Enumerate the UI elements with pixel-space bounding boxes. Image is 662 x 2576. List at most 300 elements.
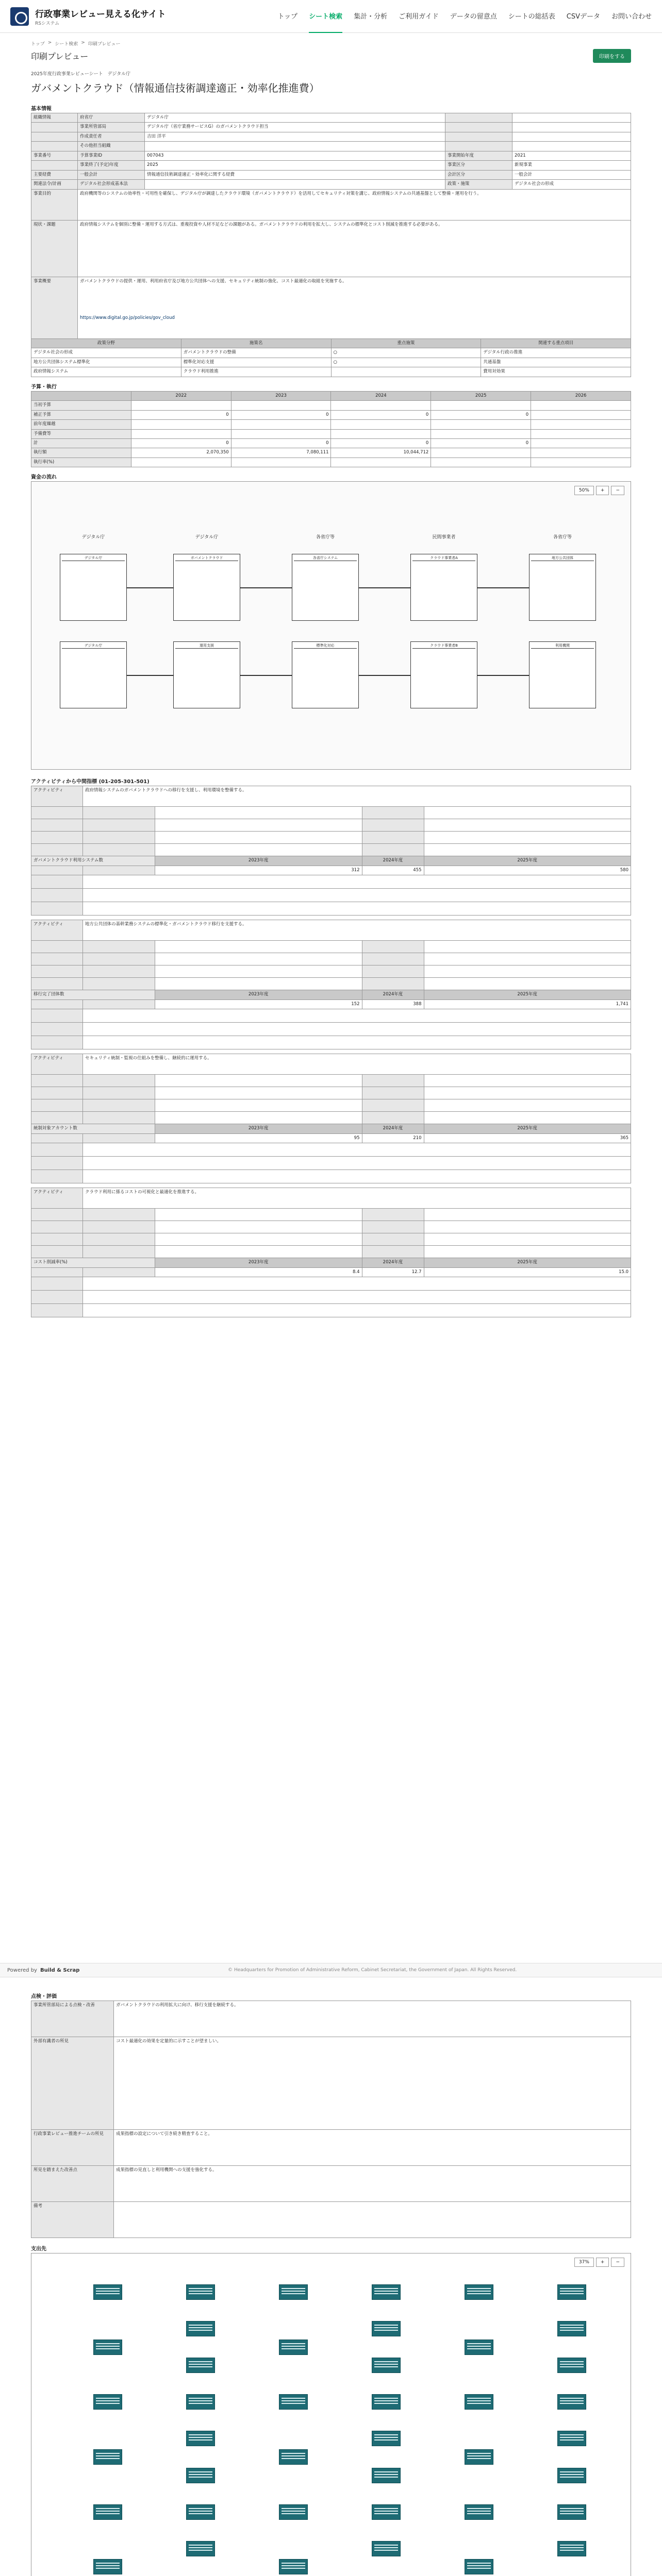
budget-header: 2026 [531,391,631,400]
activity-table [31,1054,631,1183]
page-title: 印刷プレビュー [31,52,89,61]
eval-label: 事業所管部局による点検・改善 [31,2001,114,2037]
tree-node[interactable] [93,2394,122,2410]
basic-cell: 事業番号 [31,151,78,160]
diagram-node[interactable] [173,554,240,621]
diagram-section-title: 資金の流れ [31,474,57,481]
activity-sub-label [362,1246,424,1258]
tree-node[interactable] [372,2358,401,2373]
activity-sub-value [424,1233,631,1246]
tree-node[interactable] [465,2559,493,2574]
basic-cell: 情報通信技術調達適正・効率化に関する経費 [145,170,445,179]
tree-node[interactable] [279,2340,308,2355]
basic-cell: 一般会計 [78,170,145,179]
table-row [31,457,631,467]
nav-item-0[interactable]: トップ [277,13,298,21]
table-row [31,358,631,367]
tree-node[interactable] [557,2284,586,2300]
activity-sub-label [362,807,424,819]
budget-section-title: 予算・執行 [31,384,57,390]
metric-value: 365 [424,1133,631,1143]
basic-cell: デジタル社会の形成 [512,180,631,189]
activity-sub-label [83,953,155,965]
activity-table [31,786,631,916]
tree-node[interactable] [279,2394,308,2410]
main-nav [277,0,652,33]
activity-sub-value [424,1099,631,1112]
activity-sub-value [155,807,362,819]
activity-sub-label [83,807,155,819]
metric-row-label [83,999,155,1009]
diagram-column-title: 各省庁等 [316,535,335,540]
budget-cell [131,457,231,467]
activity-sub-value [155,978,362,990]
activity-sub-label [31,875,83,889]
activity-sub-label [83,1233,155,1246]
activity-sub-label [362,978,424,990]
policy-header: 施策名 [181,338,331,348]
tree-node[interactable] [465,2394,493,2410]
basic-cell [512,113,631,123]
activity-label: アクティビティ [31,920,83,941]
diagram-node[interactable] [529,641,596,708]
table-row [31,367,631,377]
metric-row-label [31,1133,83,1143]
purpose-table [31,189,631,339]
basic-cell: 作成責任者 [78,132,145,141]
metric-year: 2025年度 [424,856,631,866]
purpose-text: 政府機関等のシステムの効率性・可用性を確保し、デジタル庁が調達したクラウド環境（ガバメントクラウド）を活用してセキュリティ対策を講じ、政府情報システムの共通基盤として整備・運用を行う。 [78,189,631,220]
activity-sub-label [31,941,83,953]
metric-row-label [31,999,83,1009]
tree-node[interactable] [93,2340,122,2355]
metric-year: 2024年度 [362,990,424,999]
content-text: ガバメントクラウドの提供・運用、利用府省庁及び地方公共団体への支援、セキュリティ統制の強化、コスト最適化の取組を実施する。 [80,278,347,284]
activity-sub-label [31,1023,83,1036]
flow-arrow-icon [240,587,292,588]
budget-cell [531,438,631,448]
activity-sub-value [83,1277,631,1291]
flow-arrow-icon [477,587,529,588]
tree-node[interactable] [557,2541,586,2556]
table-row [31,438,631,448]
flow-arrow-icon [359,675,410,676]
tree-node[interactable] [93,2559,122,2574]
budget-cell: 0 [431,438,531,448]
basic-cell [512,132,631,141]
metric-value: 580 [424,866,631,875]
tree-zoom-level: 37% [574,2258,594,2267]
activity-sub-value [83,1023,631,1036]
tree-node[interactable] [186,2284,215,2300]
site-title[interactable]: 行政事業レビュー見える化サイト [35,9,166,20]
budget-cell [231,401,331,410]
basic-cell [145,180,445,189]
activity-sub-value [155,832,362,844]
diagram-node[interactable] [529,554,596,621]
activity-sub-value [83,1304,631,1317]
policy-cell: 地方公共団体システム標準化 [31,358,181,367]
diagram-node[interactable] [60,554,127,621]
tree-node[interactable] [372,2284,401,2300]
tree-node[interactable] [372,2504,401,2520]
breadcrumb-sep-icon: > [81,40,85,45]
purpose-label: 事業目的 [31,189,78,220]
budget-cell: 0 [431,410,531,419]
basic-cell [31,161,78,170]
activity-sub-label [83,819,155,832]
budget-cell [531,429,631,438]
metric-row-label [31,866,83,875]
policy-cell: ガバメントクラウドの整備 [181,348,331,358]
metric-year: 2024年度 [362,856,424,866]
activity-sub-label [83,844,155,856]
metric-value: 1,741 [424,999,631,1009]
activity-sub-value [83,889,631,902]
diagram-column-title: デジタル庁 [81,535,105,540]
diagram-node[interactable] [173,641,240,708]
policy-cell: 費用対効果 [481,367,631,377]
activity-label: アクティビティ [31,1188,83,1209]
eval-text: ガバメントクラウドの利用拡大に向け、移行支援を継続する。 [114,2001,631,2037]
table-row [31,429,631,438]
activity-sub-label [83,1075,155,1087]
activity-sub-label [31,953,83,965]
metric-value: 15.0 [424,1267,631,1277]
site-subtitle: RSシステム [35,21,60,26]
powered-by: Powered by [7,1967,37,1973]
activity-sub-value [155,941,362,953]
tree-node[interactable] [186,2431,215,2446]
zoom-level: 50% [574,486,594,495]
tree-node[interactable] [93,2504,122,2520]
activity-sub-value [424,978,631,990]
basic-cell: その他担当組織 [78,142,145,151]
activity-sub-label [83,1087,155,1099]
builder-brand[interactable]: Build & Scrap [40,1967,80,1973]
tree-node[interactable] [557,2394,586,2410]
budget-cell [431,429,531,438]
basic-cell: 吉田 洋平 [145,132,445,141]
eval-label: 備考 [31,2202,114,2238]
table-row [31,2037,631,2130]
budget-cell: 前年度繰越 [31,420,131,429]
activity-sub-label [362,941,424,953]
basic-cell: 会計区分 [445,170,512,179]
table-row [31,2130,631,2166]
basic-cell [31,142,78,151]
activity-sub-label [31,1233,83,1246]
metric-value: 12.7 [362,1267,424,1277]
policy-cell: デジタル行政の推進 [481,348,631,358]
activity-sub-label [31,1087,83,1099]
tree-node[interactable] [372,2321,401,2336]
breadcrumb-item[interactable]: トップ [31,42,45,47]
metric-value: 95 [155,1133,362,1143]
activity-sub-value [155,965,362,978]
activity-sub-label [362,1087,424,1099]
budget-cell: 0 [131,438,231,448]
basic-cell [445,113,512,123]
print-button[interactable]: 印刷をする [593,49,631,63]
basic-cell [512,123,631,132]
metric-label: コスト削減率(%) [31,1258,155,1267]
tree-node[interactable] [465,2449,493,2465]
diagram-node-title: 標準化対応 [294,643,357,649]
activity-sub-value [155,953,362,965]
table-row [31,410,631,419]
budget-cell [531,410,631,419]
activity-sub-label [31,1209,83,1221]
tree-node[interactable] [186,2358,215,2373]
table-row [31,420,631,429]
budget-cell [231,457,331,467]
tree-zoom-controls [574,2258,624,2267]
eval-text: 成果指標の見直しと利用機関への支援を強化する。 [114,2166,631,2202]
budget-cell [431,457,531,467]
policy-table [31,338,631,377]
tree-node[interactable] [279,2504,308,2520]
flow-arrow-icon [127,675,173,676]
spending-tree-diagram[interactable] [31,2253,631,2576]
budget-header [31,391,131,400]
activity-sub-label [31,1075,83,1087]
tree-zoom-in-button[interactable]: + [596,2258,609,2267]
activity-sub-label [83,1246,155,1258]
tree-node[interactable] [372,2541,401,2556]
activity-sub-label [31,965,83,978]
tree-node[interactable] [186,2541,215,2556]
basic-cell: デジタル社会形成基本法 [78,180,145,189]
activity-sub-value [83,902,631,916]
tree-node[interactable] [93,2449,122,2465]
breadcrumb-sep-icon: > [47,40,52,45]
diagram-node-title: 利用機関 [531,643,594,649]
activity-sub-label [31,1009,83,1023]
tree-node[interactable] [465,2340,493,2355]
policy-header: 関連する重点項目 [481,338,631,348]
activity-sub-label [362,1221,424,1233]
eval-text: 成果指標の設定について引き続き精査すること。 [114,2130,631,2166]
basic-cell: 組織情報 [31,113,78,123]
activity-sub-value [424,844,631,856]
tree-node[interactable] [186,2394,215,2410]
activity-sub-label [31,1277,83,1291]
budget-cell [231,429,331,438]
nav-item-7[interactable]: お問い合わせ [611,13,652,21]
budget-cell [331,457,431,467]
zoom-out-button[interactable]: − [611,486,624,495]
tree-node[interactable] [279,2284,308,2300]
activity-sub-value [424,819,631,832]
tree-node[interactable] [557,2358,586,2373]
basic-cell: 主要経費 [31,170,78,179]
budget-cell: 執行額 [31,448,131,457]
activity-sub-label [31,1221,83,1233]
budget-cell: 予備費等 [31,429,131,438]
table-row [31,348,631,358]
activity-sub-value [83,1291,631,1304]
fund-flow-diagram[interactable] [31,481,631,770]
activity-sub-label [31,844,83,856]
metric-year: 2023年度 [155,856,362,866]
activity-sub-value [83,1170,631,1183]
diagram-node-title: クラウド事業者A [412,556,475,561]
budget-cell: 10,044,712 [331,448,431,457]
flow-arrow-icon [359,587,410,588]
nav-item-4[interactable]: データの留意点 [450,13,497,21]
basic-cell: 事業開始年度 [445,151,512,160]
activity-sub-label [31,1170,83,1183]
content-label: 事業概要 [31,277,78,338]
activity-sub-value [424,965,631,978]
tree-node[interactable] [186,2321,215,2336]
budget-header: 2024 [331,391,431,400]
tree-zoom-out-button[interactable]: − [611,2258,624,2267]
activity-sub-label [31,1036,83,1049]
copyright: © Headquarters for Promotion of Administrative Reform, Cabinet Secretariat, the Government of Japan. All Rights Reserved. [228,1968,517,1973]
nav-item-2[interactable]: 集計・分析 [354,13,388,21]
table-row [31,2202,631,2238]
activity-sub-label [362,1099,424,1112]
eval-label: 外部有識者の所見 [31,2037,114,2130]
tree-node[interactable] [372,2468,401,2483]
diagram-node[interactable] [410,641,477,708]
activity-text: 地方公共団体の基幹業務システムの標準化・ガバメントクラウド移行を支援する。 [83,920,631,941]
policy-url[interactable]: https://www.digital.go.jp/policies/gov_cloud [80,315,175,321]
tree-node[interactable] [372,2394,401,2410]
activity-sub-value [83,1036,631,1049]
tree-node[interactable] [465,2284,493,2300]
basic-cell: 新規事業 [512,161,631,170]
table-row [31,401,631,410]
basic-cell: 予算事業ID [78,151,145,160]
tree-node[interactable] [186,2504,215,2520]
basic-cell: 事業終了(予定)年度 [78,161,145,170]
tree-node[interactable] [186,2468,215,2483]
activity-sub-label [31,819,83,832]
eval-table [31,2001,631,2238]
tree-node[interactable] [557,2504,586,2520]
tree-node[interactable] [557,2468,586,2483]
nav-item-1[interactable]: シート検索 [309,0,342,33]
budget-cell [131,401,231,410]
tree-section-title: 支出先 [31,2246,46,2252]
tree-node[interactable] [372,2431,401,2446]
table-row [31,2001,631,2037]
diagram-node[interactable] [60,641,127,708]
activity-sub-label [83,978,155,990]
budget-cell [131,420,231,429]
basic-cell [445,123,512,132]
basic-cell [31,132,78,141]
budget-cell [431,448,531,457]
basic-cell: 007043 [145,151,445,160]
activity-text: 政府情報システムのガバメントクラウドへの移行を支援し、利用環境を整備する。 [83,786,631,807]
nav-item-3[interactable]: ご利用ガイド [399,13,439,21]
metric-year: 2025年度 [424,990,631,999]
eval-text: コスト最適化の効果を定量的に示すことが望ましい。 [114,2037,631,2130]
diagram-node[interactable] [292,641,359,708]
diagram-node[interactable] [410,554,477,621]
tree-node[interactable] [279,2449,308,2465]
budget-cell: 0 [331,438,431,448]
activity-sub-value [424,807,631,819]
basic-cell: 一般会計 [512,170,631,179]
eval-label: 行政事業レビュー推進チームの所見 [31,2130,114,2166]
budget-cell [531,448,631,457]
diagram-node-title: 運用支援 [175,643,238,649]
diagram-column-title: 民間事業者 [432,535,456,540]
activity-table [31,920,631,1049]
activity-sub-label [31,1112,83,1124]
activity-sub-label [83,1112,155,1124]
policy-cell: 標準化対応支援 [181,358,331,367]
sheet-meta: 2025年度行政事業レビューシート デジタル庁 [31,72,131,77]
basic-cell [145,142,445,151]
budget-cell: 補正予算 [31,410,131,419]
activity-label: アクティビティ [31,786,83,807]
budget-table [31,391,631,468]
tree-node[interactable] [557,2321,586,2336]
tree-node[interactable] [557,2431,586,2446]
tree-node[interactable] [93,2284,122,2300]
metric-label: 統制対象アカウント数 [31,1124,155,1133]
zoom-in-button[interactable]: + [596,486,609,495]
activity-blocks [31,786,631,1317]
policy-cell: デジタル社会の形成 [31,348,181,358]
diagram-node[interactable] [292,554,359,621]
tree-node[interactable] [279,2559,308,2574]
basic-cell: 府省庁 [78,113,145,123]
activity-sub-value [424,1221,631,1233]
activity-sub-label [83,1221,155,1233]
activity-text: クラウド利用に係るコストの可視化と最適化を推進する。 [83,1188,631,1209]
diagram-node-title: 地方公共団体 [531,556,594,561]
activity-sub-value [424,1112,631,1124]
activity-sub-label [31,978,83,990]
policy-cell: ○ [331,348,481,358]
budget-cell [231,420,331,429]
activity-sub-label [362,1112,424,1124]
metric-value: 455 [362,866,424,875]
metric-row-label [83,866,155,875]
metric-value: 152 [155,999,362,1009]
site-logo-icon[interactable] [10,7,29,26]
budget-cell [531,401,631,410]
eval-section-title: 点検・評価 [31,1994,57,1999]
metric-value: 210 [362,1133,424,1143]
diagram-node-title: クラウド事業者B [412,643,475,649]
metric-year: 2023年度 [155,990,362,999]
activity-sub-value [155,1075,362,1087]
activity-sub-label [31,1304,83,1317]
eval-text [114,2202,631,2238]
nav-item-6[interactable]: CSVデータ [566,13,600,21]
activity-sub-value [83,1143,631,1157]
tree-node[interactable] [465,2504,493,2520]
policy-cell: 政府情報システム [31,367,181,377]
basic-cell: 事業区分 [445,161,512,170]
budget-cell: 計 [31,438,131,448]
activity-sub-value [155,1112,362,1124]
activity-sub-value [83,1009,631,1023]
nav-item-5[interactable]: シートの総括表 [508,13,555,21]
budget-cell [431,401,531,410]
budget-header: 2022 [131,391,231,400]
activity-sub-label [31,1143,83,1157]
breadcrumb-item[interactable]: シート検索 [55,42,78,47]
